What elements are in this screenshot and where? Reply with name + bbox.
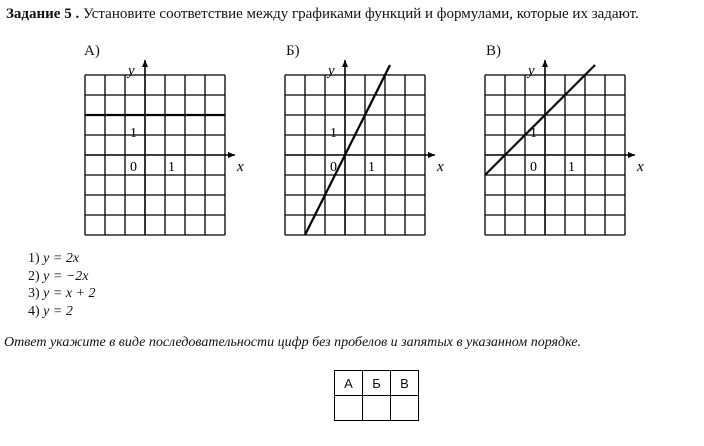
task-number: Задание 5 . — [6, 6, 80, 22]
x-tick-one-label: 1 — [368, 160, 375, 175]
x-tick-one-label: 1 — [168, 160, 175, 175]
answer-header-v: В — [391, 371, 419, 396]
origin-label: 0 — [130, 160, 137, 175]
graph-b — [270, 60, 450, 235]
option-2: 2) y = −2x — [28, 268, 89, 284]
graph-a-label: А) — [84, 43, 100, 59]
x-axis-arrow-icon — [628, 152, 635, 158]
x-axis-label: x — [637, 159, 644, 175]
answer-cell-v[interactable] — [391, 396, 419, 421]
origin-label: 0 — [330, 160, 337, 175]
y-tick-one-label: 1 — [530, 126, 537, 141]
y-tick-one-label: 1 — [130, 126, 137, 141]
x-tick-one-label: 1 — [568, 160, 575, 175]
answer-header-a: А — [335, 371, 363, 396]
answer-cell-b[interactable] — [363, 396, 391, 421]
option-4: 4) y = 2 — [28, 303, 73, 319]
graph-v-label: В) — [486, 43, 501, 59]
y-axis-label: y — [328, 63, 335, 79]
graph-v — [470, 60, 650, 235]
y-axis-label: y — [528, 63, 535, 79]
x-axis-arrow-icon — [228, 152, 235, 158]
answer-header-b: Б — [363, 371, 391, 396]
option-3: 3) y = x + 2 — [28, 286, 96, 301]
y-axis-arrow-icon — [542, 60, 548, 67]
y-axis-arrow-icon — [342, 60, 348, 67]
function-line — [485, 65, 595, 175]
formula-options — [28, 250, 96, 320]
answer-instruction: Ответ укажите в виде последовательности цифр без пробелов и запятых в указанном порядке. — [4, 335, 582, 350]
x-axis-label: x — [237, 159, 244, 175]
origin-label: 0 — [530, 160, 537, 175]
task-heading — [6, 6, 639, 23]
graph-a — [70, 60, 250, 235]
graph-b-label: Б) — [286, 43, 300, 59]
y-axis-label: y — [128, 63, 135, 79]
x-axis-arrow-icon — [428, 152, 435, 158]
y-tick-one-label: 1 — [330, 126, 337, 141]
option-1: 1) y = 2x — [28, 251, 80, 266]
task-text: Установите соответствие между графиками функций и формулами, которые их задают. — [79, 6, 639, 22]
function-line — [305, 65, 390, 235]
answer-cell-a[interactable] — [335, 396, 363, 421]
x-axis-label: x — [437, 159, 444, 175]
y-axis-arrow-icon — [142, 60, 148, 67]
answer-table — [334, 370, 419, 421]
